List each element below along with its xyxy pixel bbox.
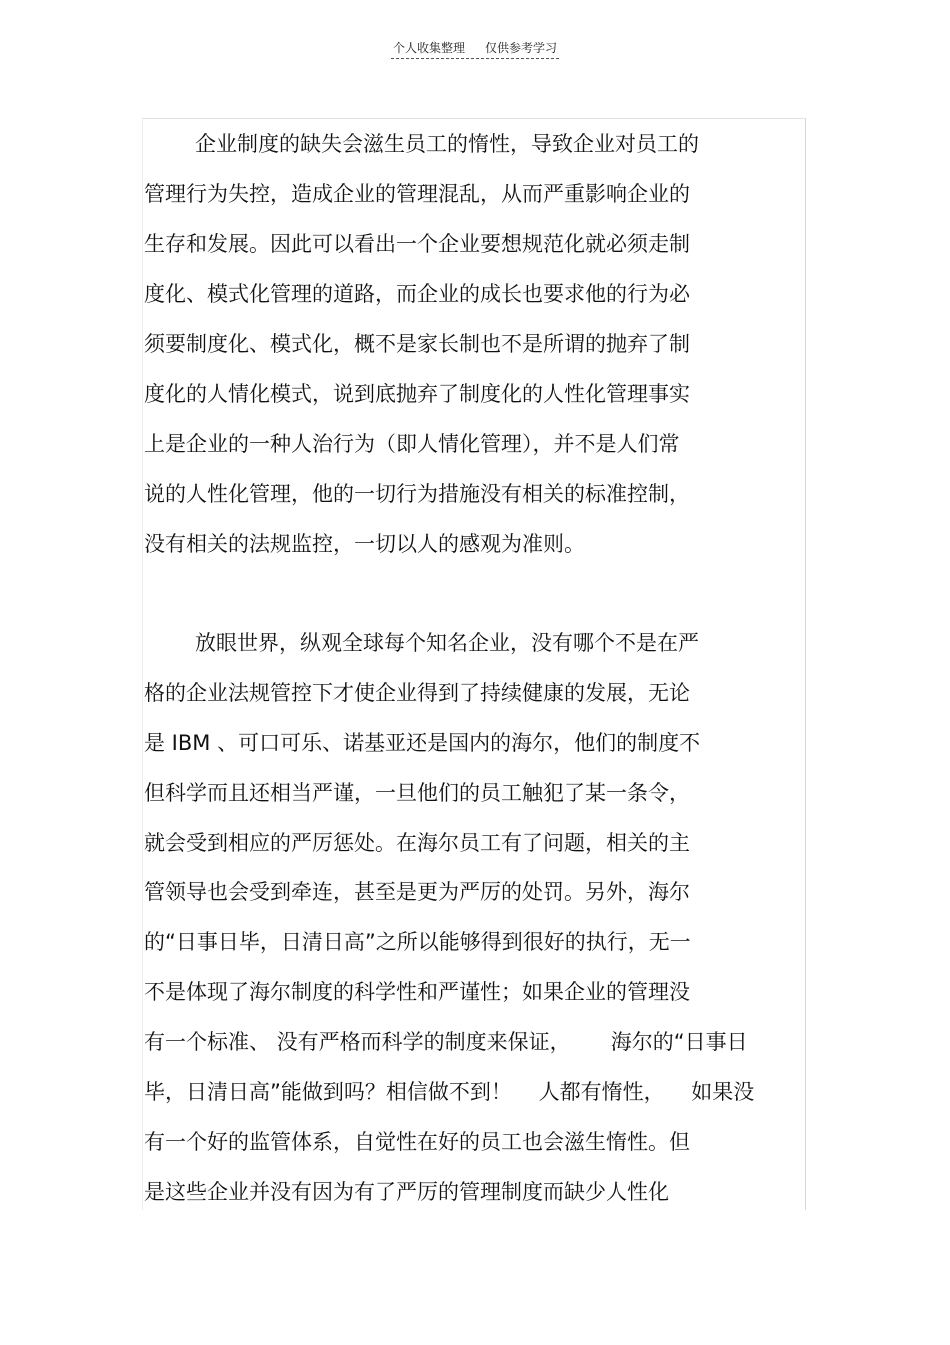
text-line: 毕，日清日高”能做到吗？相信做不到！ 人都有惰性， 如果没	[144, 1080, 755, 1104]
header-right: 仅供参考学习	[485, 41, 558, 55]
text-line: 放眼世界，纵观全球每个知名企业，没有哪个不是在严	[195, 631, 699, 655]
text-line: 管理行为失控，造成企业的管理混乱，从而严重影响企业的	[144, 182, 690, 206]
text-line: 有一个好的监管体系，自觉性在好的员工也会滋生惰性。但	[144, 1130, 690, 1154]
text-line: 是 IBM 、可口可乐、诺基亚还是国内的海尔，他们的制度不	[144, 731, 701, 755]
page-header	[0, 40, 950, 59]
text-line: 度化的人情化模式，说到底抛弃了制度化的人性化管理事实	[144, 382, 690, 406]
header-left: 个人收集整理	[392, 41, 465, 55]
text-line: 但科学而且还相当严谨，一旦他们的员工触犯了某一条令，	[144, 781, 690, 805]
header-text	[391, 40, 559, 59]
text-line: 不是体现了海尔制度的科学性和严谨性；如果企业的管理没	[144, 980, 690, 1004]
text-line: 有一个标准、 没有严格而科学的制度来保证， 海尔的“日事日	[144, 1030, 748, 1054]
text-line: 管领导也会受到牵连，甚至是更为严厉的处罚。另外，海尔	[144, 880, 690, 904]
text-line: 就会受到相应的严厉惩处。在海尔员工有了问题，相关的主	[144, 831, 690, 855]
text-line: 没有相关的法规监控，一切以人的感观为准则。	[144, 532, 585, 556]
text-line: 说的人性化管理，他的一切行为措施没有相关的标准控制，	[144, 482, 690, 506]
text-line: 须要制度化、模式化，概不是家长制也不是所谓的抛弃了制	[144, 332, 690, 356]
text-line: 生存和发展。因此可以看出一个企业要想规范化就必须走制	[144, 232, 690, 256]
text-line: 格的企业法规管控下才使企业得到了持续健康的发展，无论	[144, 681, 690, 705]
text-line: 上是企业的一种人治行为（即人情化管理），并不是人们常	[144, 432, 680, 456]
text-line: 的“日事日毕，日清日高”之所以能够得到很好的执行，无一	[144, 930, 691, 954]
text-line: 度化、模式化管理的道路，而企业的成长也要求他的行为必	[144, 282, 690, 306]
text-line: 企业制度的缺失会滋生员工的惰性，导致企业对员工的	[195, 132, 699, 156]
text-line: 是这些企业并没有因为有了严厉的管理制度而缺少人性化	[144, 1180, 669, 1204]
